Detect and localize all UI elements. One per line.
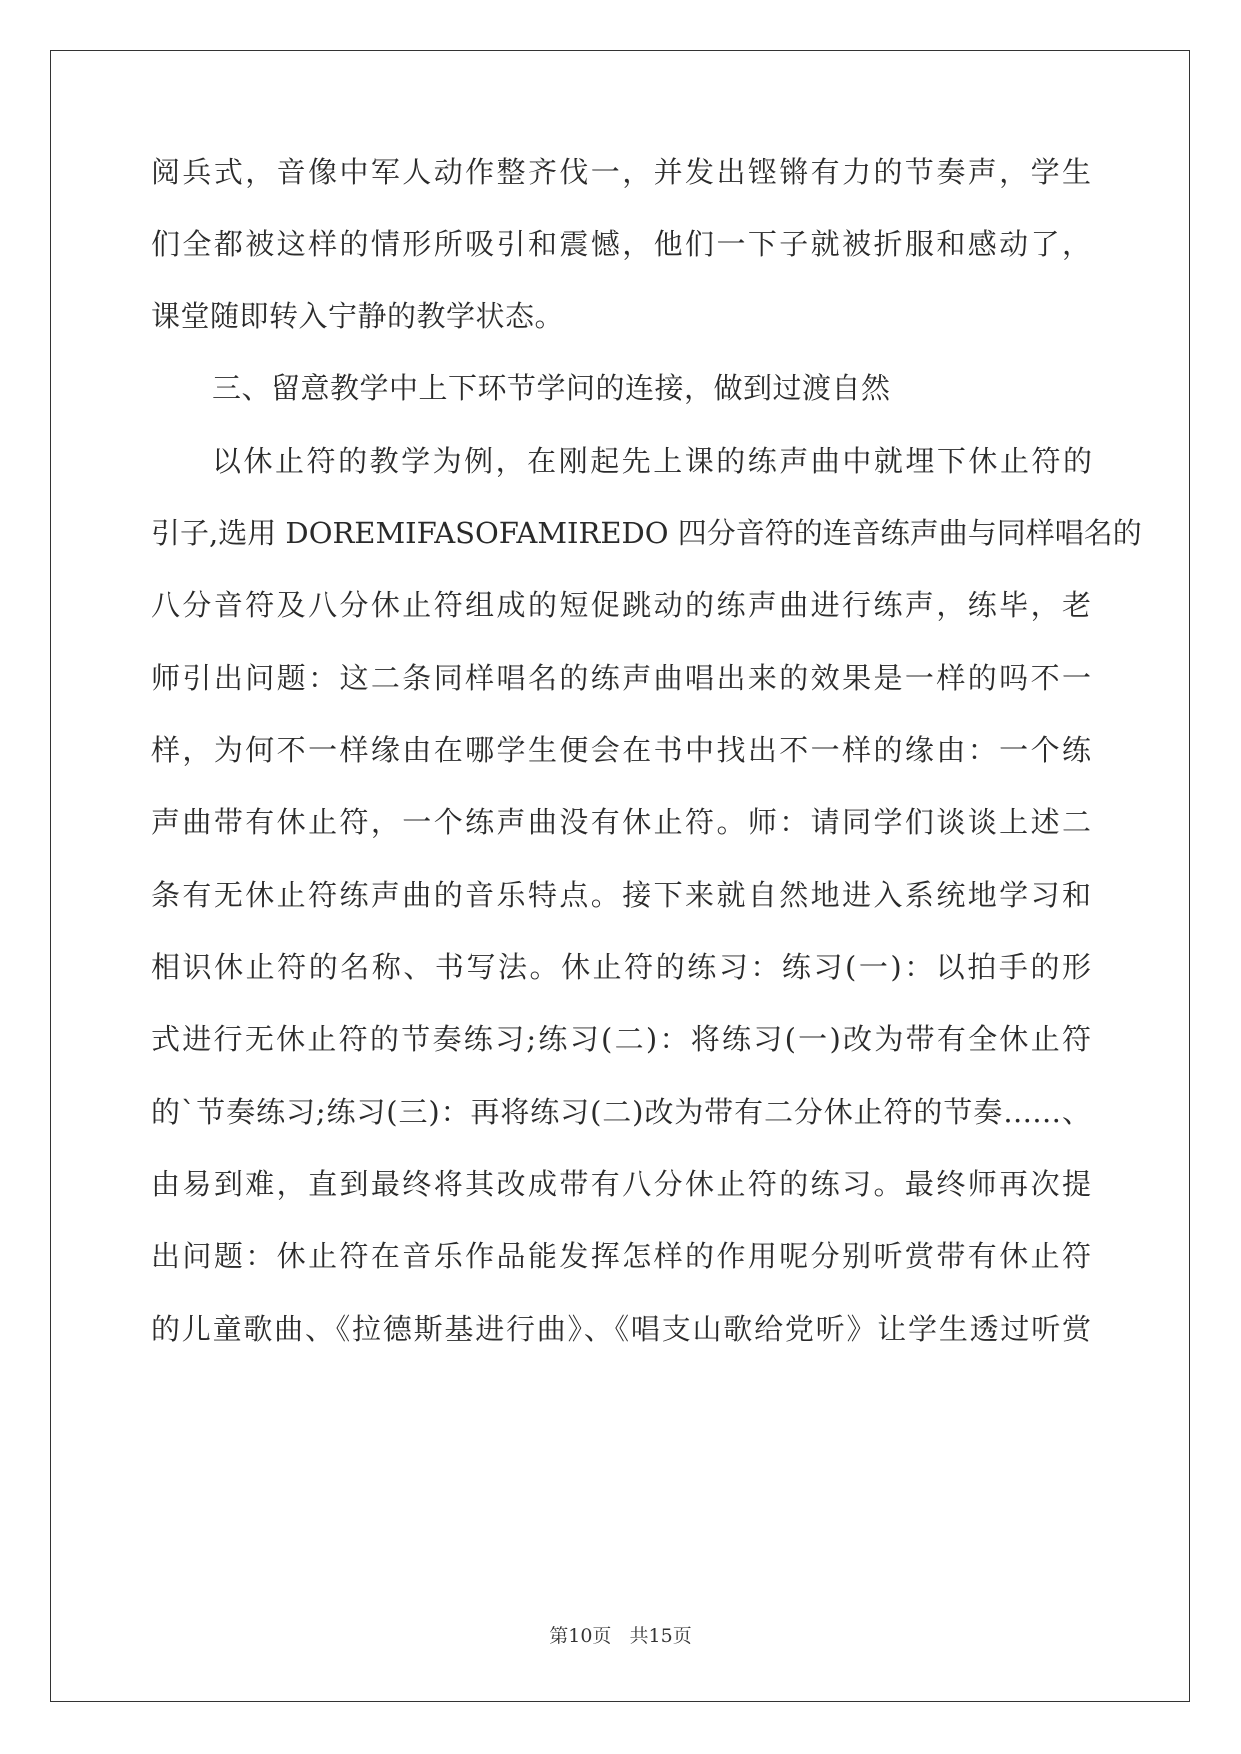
body-text-line: 八分音符及八分休止符组成的短促跳动的练声曲进行练声，练毕，老 [151, 588, 1091, 622]
body-text-line: 引子,选用 DOREMIFASOFAMIREDO 四分音符的连音练声曲与同样唱名的 [151, 516, 1142, 550]
body-text-line: 出问题：休止符在音乐作品能发挥怎样的作用呢分别听赏带有休止符 [151, 1239, 1091, 1273]
body-text-line: 课堂随即转入宁静的教学状态。 [151, 299, 565, 333]
page-number-footer: 第10页 共15页 [549, 1625, 692, 1647]
body-text-line: 条有无休止符练声曲的音乐特点。接下来就自然地进入系统地学习和 [151, 878, 1091, 912]
body-text-line: 式进行无休止符的节奏练习;练习(二)：将练习(一)改为带有全休止符 [151, 1022, 1091, 1056]
body-text-line: 师引出问题：这二条同样唱名的练声曲唱出来的效果是一样的吗不一 [151, 661, 1091, 695]
body-text-line: 声曲带有休止符，一个练声曲没有休止符。师：请同学们谈谈上述二 [151, 805, 1091, 839]
body-text-line: 相识休止符的名称、书写法。休止符的练习：练习(一)：以拍手的形 [151, 950, 1091, 984]
body-text-line: 的儿童歌曲、《拉德斯基进行曲》、《唱支山歌给党听》让学生透过听赏 [151, 1312, 1091, 1346]
body-text-line: 们全都被这样的情形所吸引和震憾，他们一下子就被折服和感动了， [151, 227, 1091, 261]
body-text-line: 由易到难，直到最终将其改成带有八分休止符的练习。最终师再次提 [151, 1167, 1091, 1201]
body-text-line: 以休止符的教学为例，在刚起先上课的练声曲中就埋下休止符的 [212, 444, 1092, 478]
section-heading: 三、留意教学中上下环节学问的连接，做到过渡自然 [212, 371, 891, 405]
body-text-line: 阅兵式，音像中军人动作整齐伐一，并发出铿锵有力的节奏声，学生 [151, 155, 1091, 189]
body-text-line: 样，为何不一样缘由在哪学生便会在书中找出不一样的缘由：一个练 [151, 733, 1091, 767]
body-text-line: 的`节奏练习;练习(三)：再将练习(二)改为带有二分休止符的节奏……、 [151, 1095, 1091, 1129]
